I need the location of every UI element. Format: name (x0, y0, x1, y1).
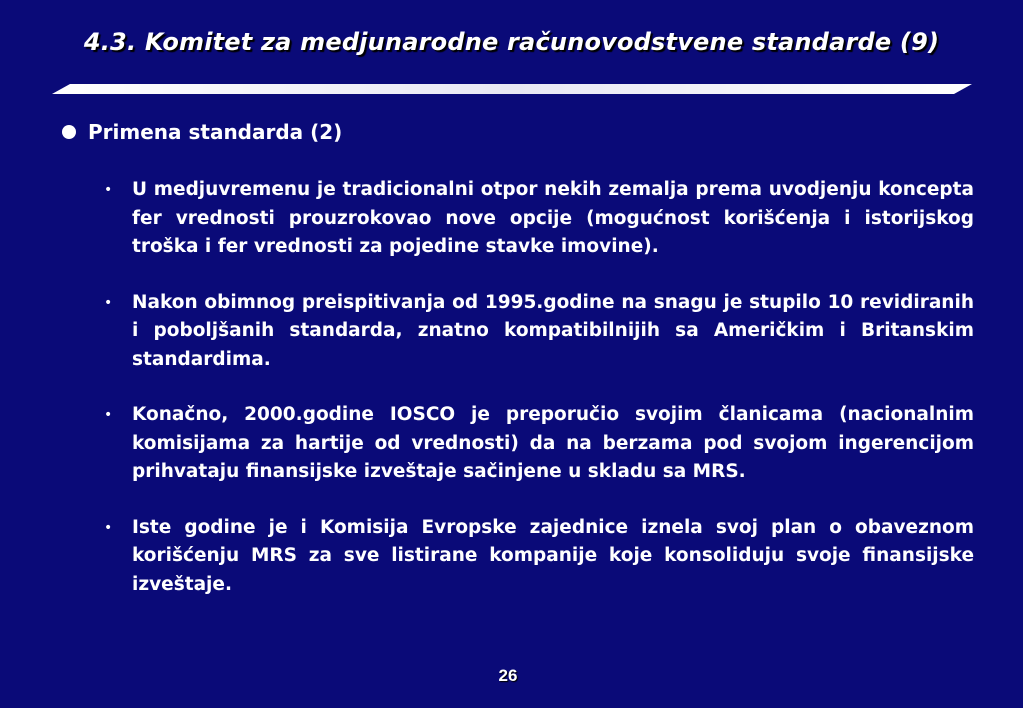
bullet-item (104, 176, 974, 262)
bullet-text: Nakon obimnog preispitivanja od 1995.godine na snagu je stupilo 10 revidiranih i poboljšanih standarda, znatno kompatibilnijih sa Američkim i Britanskim standardima. (132, 291, 974, 370)
bullet-text: Iste godine je i Komisija Evropske zajednice iznela svoj plan o obaveznom korišćenju MRS za sve listirane kompanije koje konsoliduju svoje finansijske izveštaje. (132, 516, 974, 595)
bullet-marker-icon: • (104, 182, 113, 198)
section-heading (62, 120, 342, 144)
title-divider (52, 84, 972, 94)
bullet-marker-icon: • (104, 519, 113, 536)
page-number: 26 (498, 666, 518, 685)
bullet-marker-icon: • (104, 294, 113, 311)
bullet-text: U medjuvremenu je tradicionalni otpor nekih zemalja prema uvodjenju koncepta fer vrednosti prouzrokovao nove opcije (mogućnost korišćenja i istorijskog troška i fer vrednosti za pojedine stavke imovine). (132, 179, 974, 257)
bullet-text: Konačno, 2000.godine IOSCO je preporučio svojim članicama (nacionalnim komisijama za hartije od vrednosti) da na berzama pod svojom ingerencijom prihvataju finansijske izveštaje sačinjene u skladu sa MRS. (132, 404, 974, 482)
bullet-list (104, 176, 974, 626)
bullet-item (104, 514, 974, 600)
section-heading-label: Primena standarda (2) (88, 120, 343, 144)
bullet-marker-icon: • (104, 407, 113, 423)
bullet-item (104, 401, 974, 487)
slide-title: 4.3. Komitet za medjunarodne računovodstvene standarde (9) (83, 28, 940, 56)
bullet-dot-icon (62, 125, 76, 139)
bullet-item (104, 289, 974, 375)
